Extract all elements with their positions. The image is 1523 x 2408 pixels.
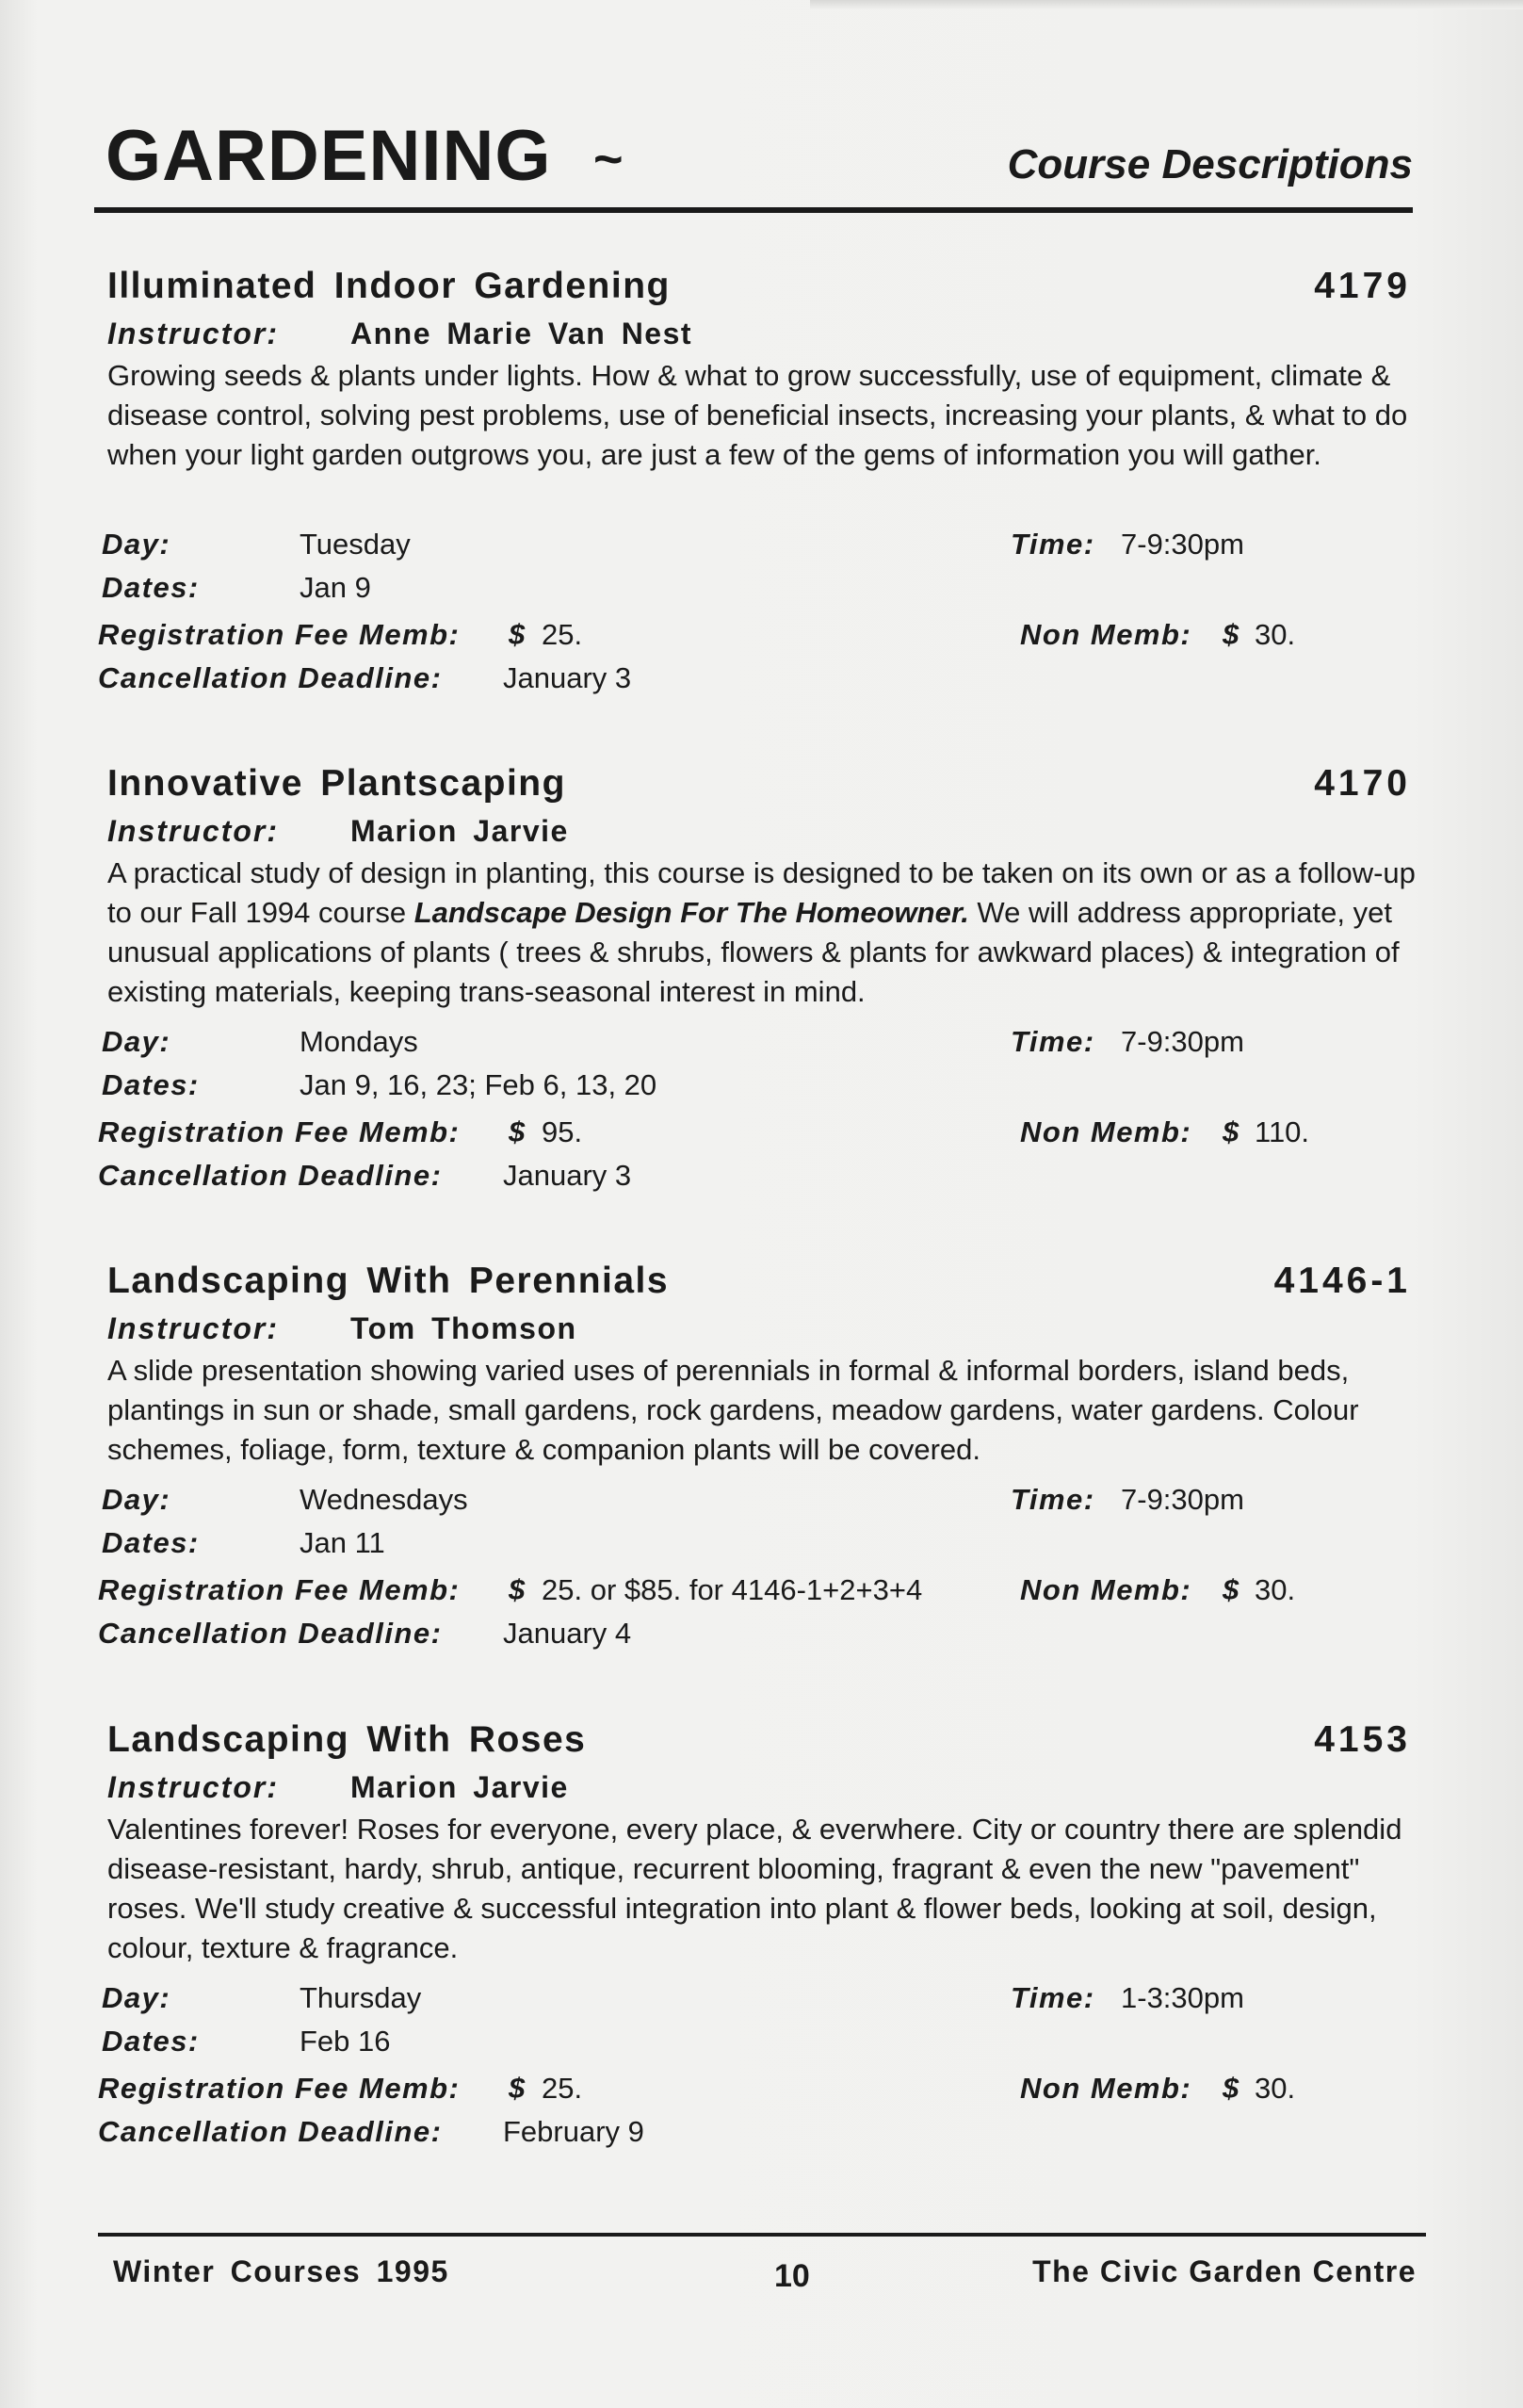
title-separator: ~ [593,131,624,187]
cancellation-value: February 9 [503,2115,644,2148]
day-value: Mondays [300,1025,418,1058]
time-label: Time: [1011,528,1095,561]
day-value: Tuesday [300,528,411,561]
instructor-name: Marion Jarvie [350,1770,569,1804]
instructor-name: Marion Jarvie [350,814,569,848]
dates-value: Jan 11 [300,1526,385,1559]
course-number: 4146-1 [1273,1261,1411,1301]
time-value: 7-9:30pm [1121,1483,1244,1516]
day-label: Day: [102,528,171,561]
non-member-fee-label: Non Memb: [1020,2072,1192,2105]
page-header [94,113,1413,217]
cancellation-label: Cancellation Deadline: [98,2115,443,2148]
non-member-fee-currency: $ [1223,618,1240,651]
cancellation-value: January 3 [503,661,632,694]
paper-edge [810,0,1523,9]
instructor-label: Instructor: [107,814,279,848]
course-number: 4153 [1314,1719,1411,1760]
course-description: Growing seeds & plants under lights. How & what to grow successfully, use of equipment, climate & disease control, solving pest problems, use of beneficial insects, increasing your plants, & what to do when your light garden outgrows you, are just a few of the gems of information you will gather. [107,359,1408,471]
dates-label: Dates: [102,1526,200,1559]
time-label: Time: [1011,1981,1095,2014]
non-member-fee-value: 30. [1255,1573,1296,1606]
non-member-fee-currency: $ [1223,1115,1240,1148]
instructor-label: Instructor: [107,1770,279,1804]
day-label: Day: [102,1483,171,1516]
instructor-name: Tom Thomson [350,1311,577,1345]
cancellation-label: Cancellation Deadline: [98,1617,443,1650]
dates-value: Jan 9, 16, 23; Feb 6, 13, 20 [300,1068,657,1101]
registration-fee-currency: $ [509,1573,527,1606]
registration-fee-value: 25. or $85. for 4146-1+2+3+4 [542,1573,923,1606]
time-value: 7-9:30pm [1121,528,1244,561]
registration-fee-value: 25. [542,2072,583,2105]
page-number: 10 [774,2258,810,2294]
non-member-fee-value: 30. [1255,2072,1296,2105]
description-text: We will address appropriate, yet unusual applications of plants ( trees & shrubs, flowers & plants for awkward places) & integration of existing materials, keeping trans-seasonal interest in mind. [107,896,1400,1008]
course-number: 4170 [1314,763,1411,804]
course-description: A slide presentation showing varied uses of perennials in formal & informal borders, island beds, plantings in sun or shade, small gardens, rock gardens, meadow gardens, water gardens. Colour schemes, foliage, form, texture & companion plants will be covered. [107,1354,1359,1466]
cancellation-label: Cancellation Deadline: [98,1159,443,1192]
footer-publication: Winter Courses 1995 [113,2254,449,2288]
registration-fee-label: Registration Fee Memb: [98,2072,461,2105]
day-value: Wednesdays [300,1483,468,1516]
course-landscaping-with-perennials [94,1261,1432,1713]
non-member-fee-label: Non Memb: [1020,618,1192,651]
course-description [107,854,1435,1012]
day-value: Thursday [300,1981,422,2014]
instructor-label: Instructor: [107,1311,279,1345]
instructor-name: Anne Marie Van Nest [350,317,693,350]
dates-value: Jan 9 [300,571,371,604]
instructor-label: Instructor: [107,317,279,350]
dates-value: Feb 16 [300,2025,391,2058]
registration-fee-label: Registration Fee Memb: [98,618,461,651]
page-subtitle: Course Descriptions [1007,141,1413,187]
course-number: 4179 [1314,266,1411,306]
time-label: Time: [1011,1483,1095,1516]
page-title: GARDENING [105,116,552,196]
registration-fee-currency: $ [509,1115,527,1148]
non-member-fee-value: 110. [1255,1115,1310,1148]
dates-label: Dates: [102,1068,200,1101]
non-member-fee-currency: $ [1223,1573,1240,1606]
time-value: 1-3:30pm [1121,1981,1244,2014]
time-label: Time: [1011,1025,1095,1058]
description-text: A practical study of design in planting, this course is designed to be taken on its own or as a follow-up to our Fall 1994 course [107,856,1416,929]
dates-label: Dates: [102,2025,200,2058]
non-member-fee-label: Non Memb: [1020,1573,1192,1606]
referenced-course-title: Landscape Design For The Homeowner. [413,896,969,929]
cancellation-value: January 3 [503,1159,632,1192]
course-title: Illuminated Indoor Gardening [107,266,671,306]
non-member-fee-currency: $ [1223,2072,1240,2105]
registration-fee-currency: $ [509,2072,527,2105]
footer-divider [98,2233,1426,2237]
registration-fee-currency: $ [509,618,527,651]
day-label: Day: [102,1025,171,1058]
non-member-fee-value: 30. [1255,618,1296,651]
time-value: 7-9:30pm [1121,1025,1244,1058]
registration-fee-label: Registration Fee Memb: [98,1115,461,1148]
course-title: Landscaping With Roses [107,1719,587,1760]
course-title: Innovative Plantscaping [107,763,566,804]
dates-label: Dates: [102,571,200,604]
non-member-fee-label: Non Memb: [1020,1115,1192,1148]
course-innovative-plantscaping [94,763,1432,1215]
course-landscaping-with-roses [94,1719,1432,2172]
day-label: Day: [102,1981,171,2014]
course-illuminated-indoor-gardening [94,266,1432,718]
header-divider [94,207,1413,213]
course-description: Valentines forever! Roses for everyone, every place, & everwhere. City or country there are splendid disease-resistant, hardy, shrub, antique, recurrent blooming, fragrant & even the new "pavement" roses. We'll study creative & successful integration into plant & flower beds, looking at soil, design, colour, texture & fragrance. [107,1813,1402,1964]
footer-organization: The Civic Garden Centre [1032,2254,1417,2288]
cancellation-label: Cancellation Deadline: [98,661,443,694]
registration-fee-value: 95. [542,1115,583,1148]
registration-fee-label: Registration Fee Memb: [98,1573,461,1606]
course-title: Landscaping With Perennials [107,1261,670,1301]
registration-fee-value: 25. [542,618,583,651]
cancellation-value: January 4 [503,1617,632,1650]
